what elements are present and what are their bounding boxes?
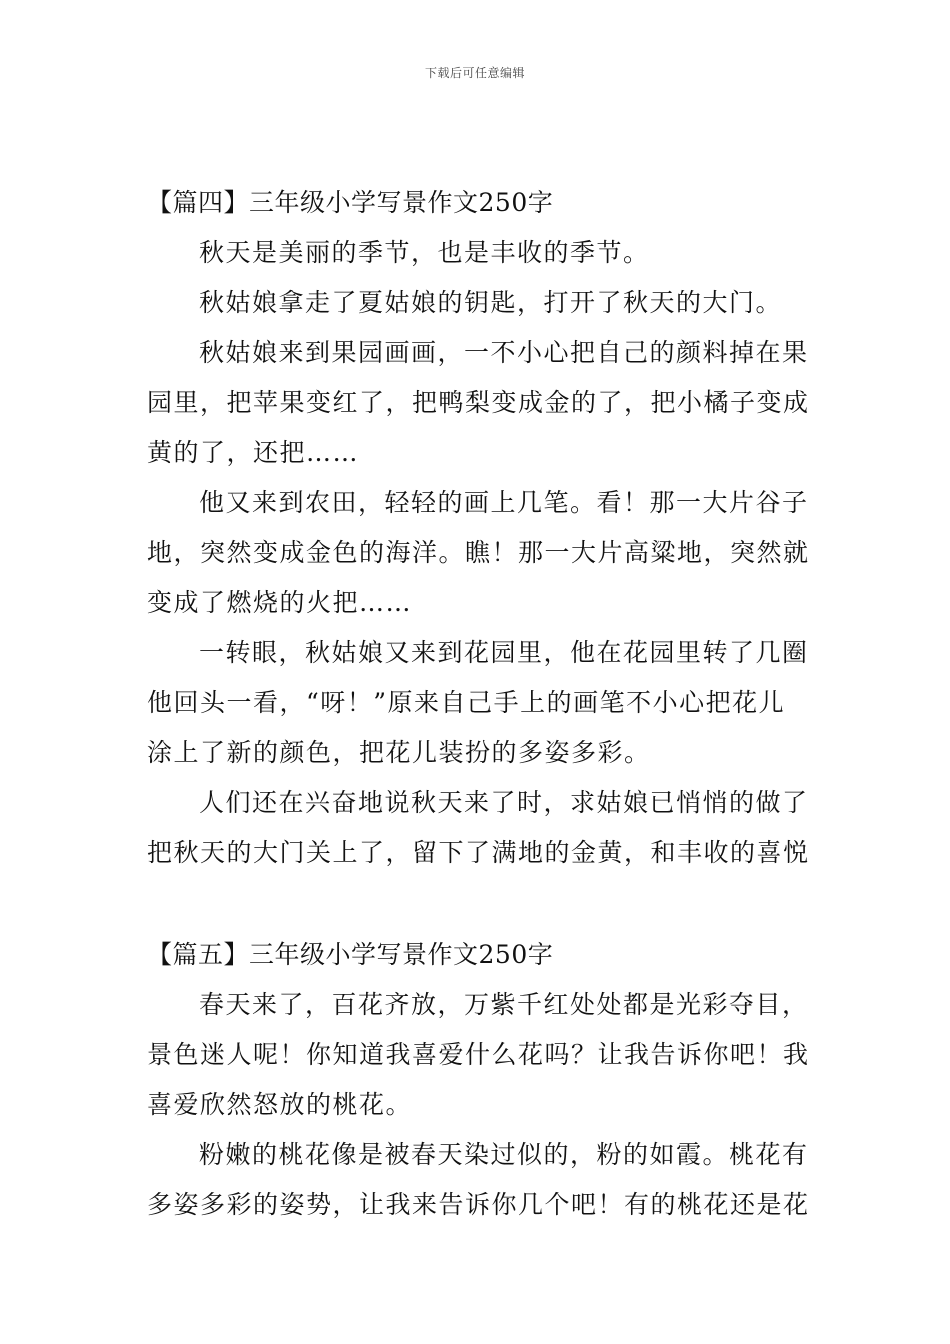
paragraph-line: 春天来了，百花齐放，万紫千红处处都是光彩夺目，: [199, 990, 809, 1019]
section-4-paragraph-6: [147, 778, 810, 878]
paragraph-line: 园里，把苹果变红了，把鸭梨变成金的了，把小橘子变成: [147, 388, 810, 417]
paragraph-line: 他回头一看，“呀！”原来自己手上的画笔不小心把花儿: [147, 688, 786, 717]
section-4-paragraph-5: [147, 628, 807, 778]
page-header: 下载后可任意编辑: [424, 66, 525, 80]
paragraph-line: 把秋天的大门关上了，留下了满地的金黄，和丰收的喜悦: [147, 838, 810, 867]
paragraph-line: 喜爱欣然怒放的桃花。: [147, 1090, 413, 1119]
paragraph-line: 秋姑娘拿走了夏姑娘的钥匙，打开了秋天的大门。: [199, 288, 783, 317]
document-body: [147, 178, 810, 1230]
paragraph-line: 一转眼，秋姑娘又来到花园里，他在花园里转了几圈: [199, 638, 809, 667]
section-4-paragraph-3: [147, 328, 810, 478]
paragraph-line: 黄的了，还把……: [147, 438, 360, 467]
section-4-paragraph-1: [147, 228, 807, 278]
section-5-title: 【篇五】三年级小学写景作文250字: [147, 940, 554, 969]
section-5-paragraph-1: [147, 980, 810, 1130]
section-4-paragraph-4: [147, 478, 810, 628]
paragraph-line: 秋姑娘来到果园画画，一不小心把自己的颜料掉在果: [199, 338, 809, 367]
section-4-title: 【篇四】三年级小学写景作文250字: [147, 188, 554, 217]
paragraph-line: 多姿多彩的姿势，让我来告诉你几个吧！有的桃花还是花: [147, 1190, 810, 1219]
paragraph-line: 他又来到农田，轻轻的画上几笔。看！那一大片谷子: [199, 488, 809, 517]
paragraph-line: 粉嫩的桃花像是被春天染过似的，粉的如霞。桃花有: [199, 1140, 809, 1169]
section-gap: [147, 878, 807, 930]
paragraph-line: 地，突然变成金色的海洋。瞧！那一大片高粱地，突然就: [147, 538, 810, 567]
paragraph-line: 景色迷人呢！你知道我喜爱什么花吗？让我告诉你吧！我: [147, 1040, 810, 1069]
paragraph-line: 涂上了新的颜色，把花儿装扮的多姿多彩。: [147, 738, 651, 767]
paragraph-line: 变成了燃烧的火把……: [147, 588, 413, 617]
section-4-paragraph-2: [147, 278, 807, 328]
section-5-paragraph-2: [147, 1130, 810, 1230]
paragraph-line: 秋天是美丽的季节，也是丰收的季节。: [199, 238, 650, 267]
paragraph-line: 人们还在兴奋地说秋天来了时，求姑娘已悄悄的做了: [199, 788, 809, 817]
